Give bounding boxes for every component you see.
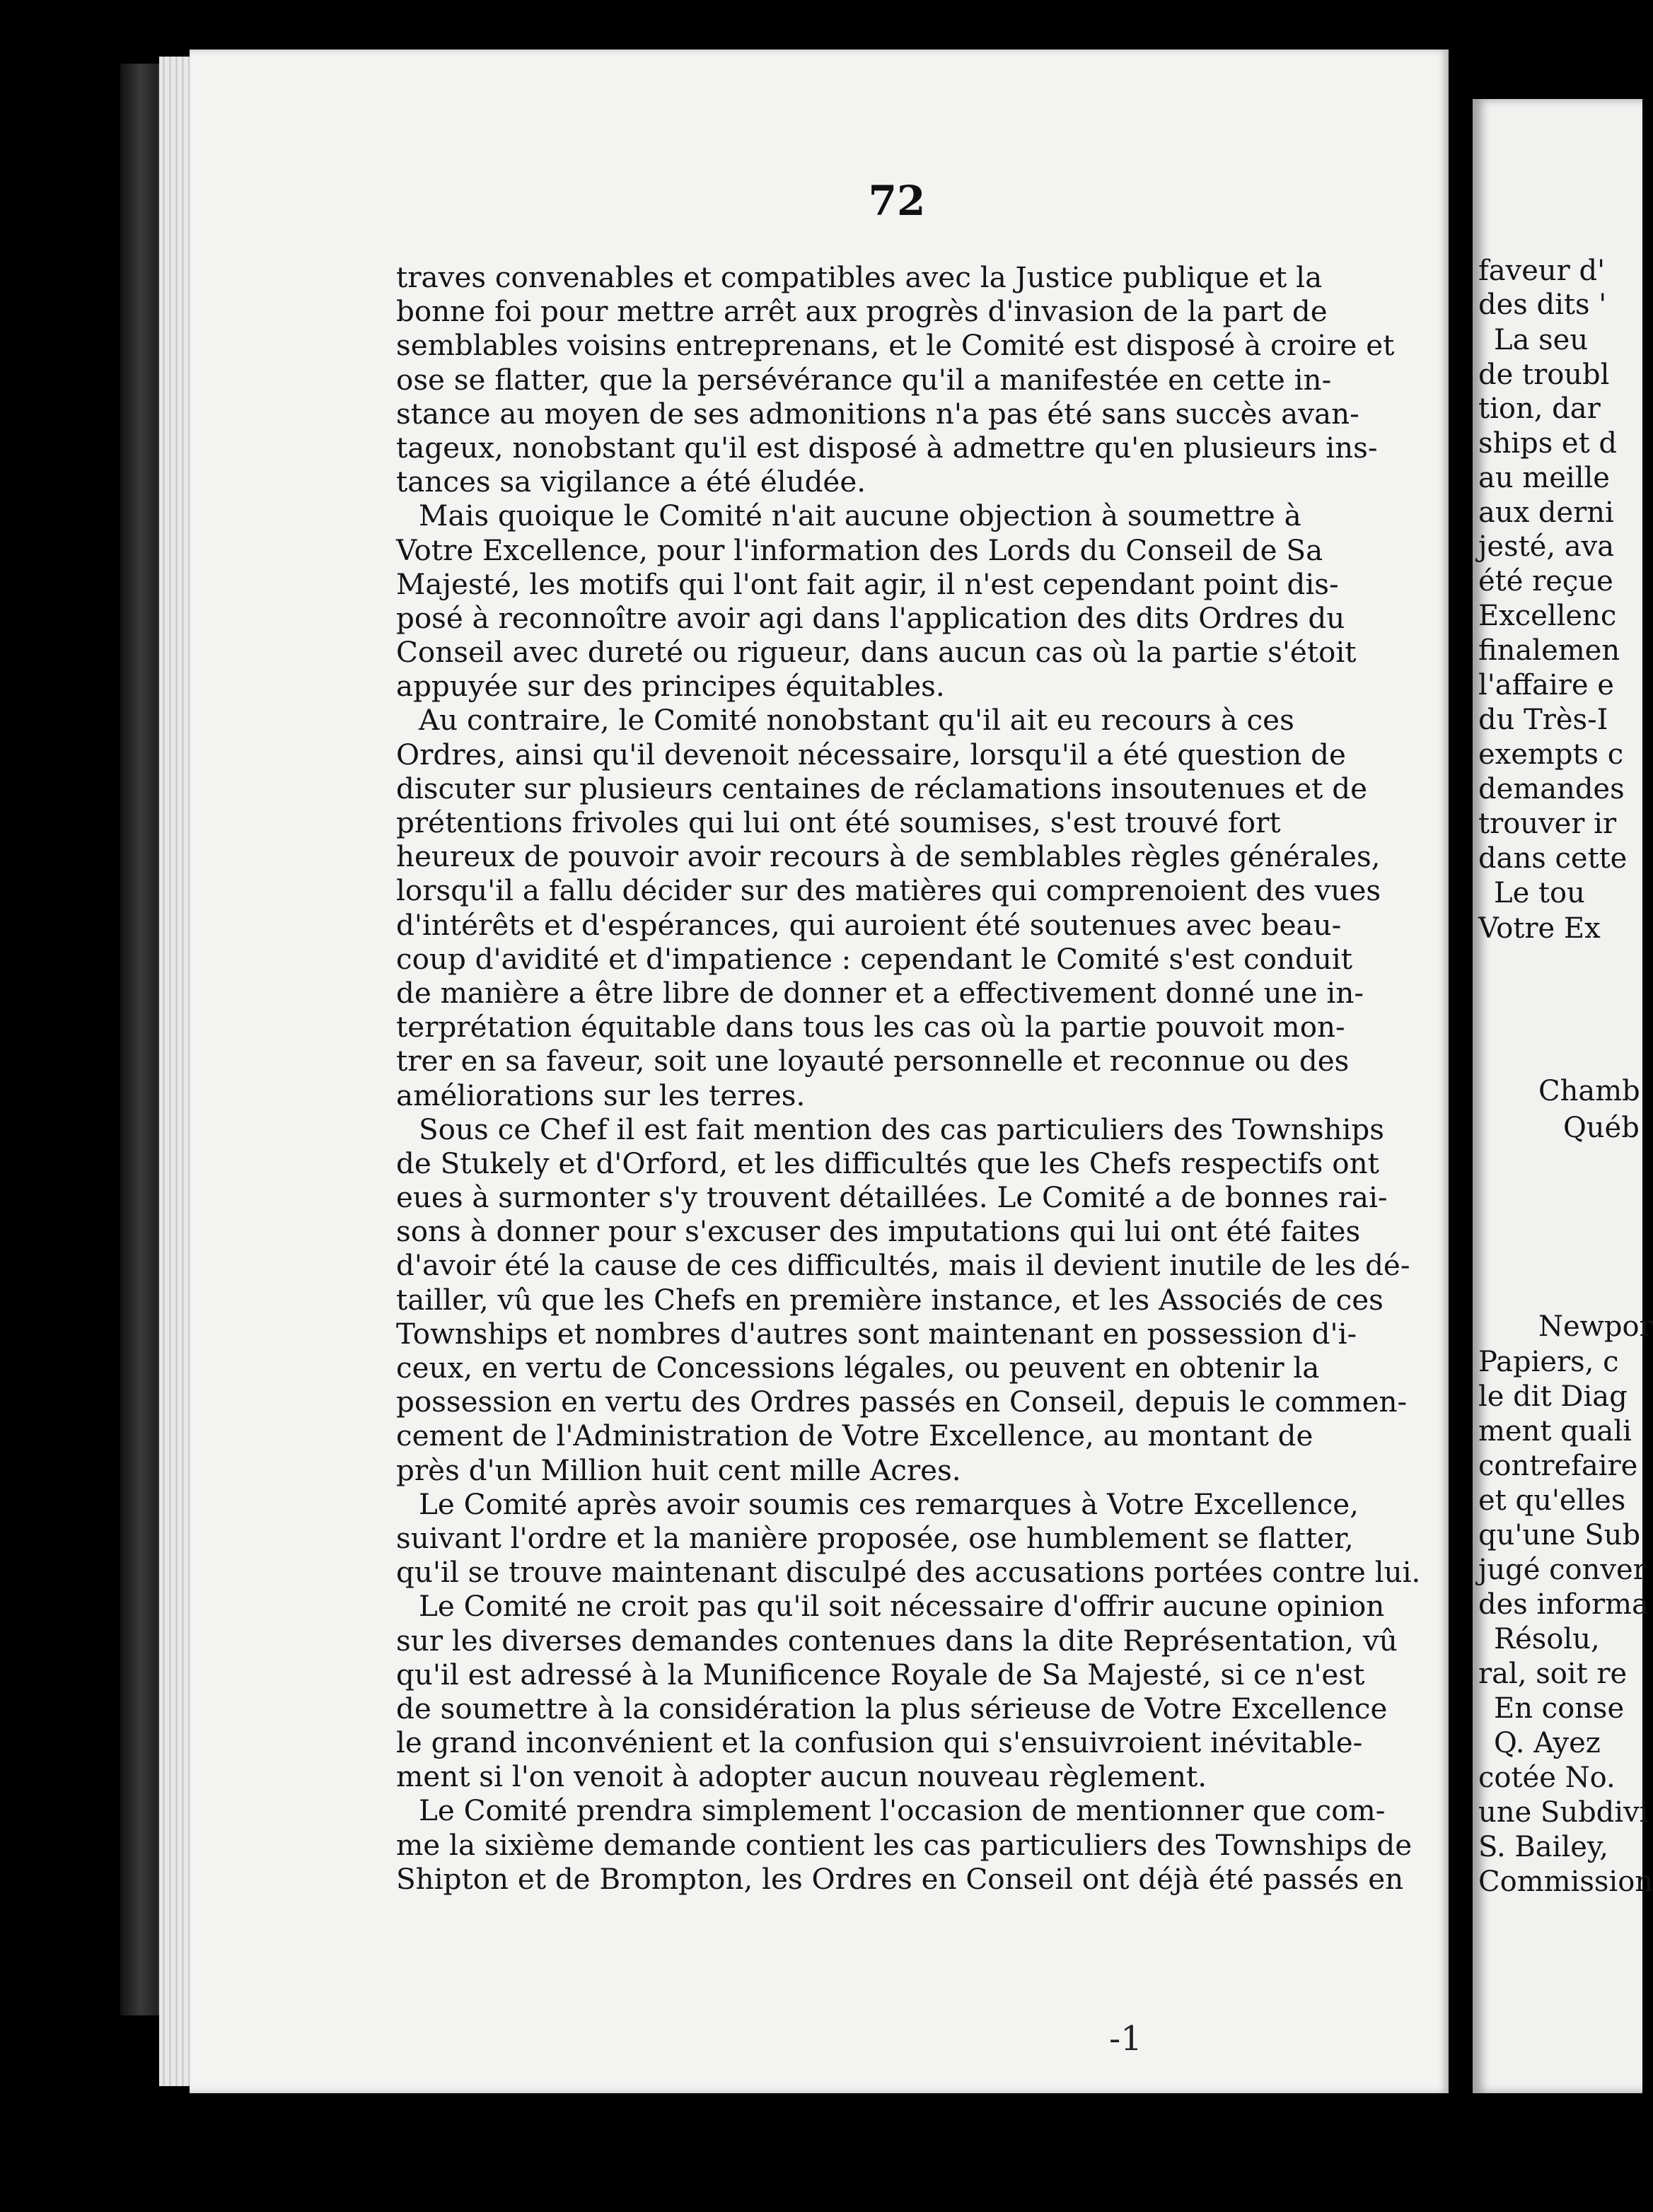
text-line: de Stukely et d'Orford, et les difficultés que les Chefs respectifs ont [396, 1146, 1379, 1180]
text-line: sons à donner pour s'excuser des imputations qui lui ont été faites [396, 1214, 1361, 1249]
text-line: Conseil avec dureté ou rigueur, dans aucun cas où la partie s'étoit [396, 635, 1357, 670]
right-fragment: cotée No. [1478, 1762, 1616, 1794]
text-line: trer en sa faveur, soit une loyauté personnelle et reconnue ou des [396, 1044, 1350, 1078]
body-text [396, 260, 1421, 1896]
text-line: qu'il se trouve maintenant disculpé des accusations portées contre lui. [396, 1555, 1421, 1590]
text-line: qu'il est adressé à la Munificence Royale de Sa Majesté, si ce n'est [396, 1657, 1365, 1692]
text-line: possession en vertu des Ordres passés en Conseil, depuis le commen- [396, 1385, 1408, 1419]
text-line: prétentions frivoles qui lui ont été soumises, s'est trouvé fort [396, 805, 1281, 839]
text-line: posé à reconnoître avoir agi dans l'application des dits Ordres du [396, 600, 1345, 635]
right-fragment: trouver ir [1478, 808, 1617, 840]
right-fragment: Votre Ex [1478, 912, 1601, 945]
text-line: Shipton et de Brompton, les Ordres en Conseil ont déjà été passés en [396, 1861, 1404, 1896]
right-fragment: des informa [1478, 1588, 1649, 1621]
right-fragment: demandes [1478, 773, 1625, 805]
text-line: Mais quoique le Comité n'ait aucune objection à soumettre à [419, 499, 1301, 533]
right-fragment: jugé conver [1478, 1554, 1647, 1586]
right-fragment: au meille [1478, 462, 1610, 494]
text-line: le grand inconvénient et la confusion qui s'ensuivroient inévitable- [396, 1725, 1363, 1760]
text-line: d'intérêts et d'espérances, qui auroient été soutenues avec beau- [396, 907, 1342, 942]
text-line: Votre Excellence, pour l'information des Lords du Conseil de Sa [396, 532, 1323, 567]
text-line: eues à surmonter s'y trouvent détaillées. Le Comité a de bonnes rai- [396, 1180, 1388, 1215]
text-line: Le Comité prendra simplement l'occasion de mentionner que com- [419, 1793, 1386, 1828]
right-fragment: exempts c [1478, 738, 1624, 771]
text-line: cement de l'Administration de Votre Excellence, au montant de [396, 1419, 1313, 1453]
right-fragment: Newpor [1538, 1310, 1653, 1343]
text-line: me la sixième demande contient les cas particuliers des Townships de [396, 1827, 1413, 1862]
right-fragment: contrefaire [1478, 1450, 1638, 1482]
text-line: tances sa vigilance a été éludée. [396, 465, 866, 499]
text-line: de soumettre à la considération la plus sérieuse de Votre Excellence [396, 1691, 1388, 1725]
text-line: Le Comité ne croit pas qu'il soit nécessaire d'offrir aucune opinion [419, 1589, 1385, 1624]
right-fragment: ment quali [1478, 1415, 1632, 1448]
right-fragment: aux derni [1478, 496, 1614, 529]
right-fragment: jesté, ava [1478, 530, 1615, 563]
right-fragment: dans cette [1478, 842, 1628, 875]
text-line: Ordres, ainsi qu'il devenoit nécessaire, lorsqu'il a été question de [396, 737, 1346, 772]
right-fragment: Québ [1563, 1112, 1640, 1144]
right-fragment: Chamb [1538, 1075, 1640, 1107]
text-line: traves convenables et compatibles avec la Justice publique et la [396, 260, 1323, 294]
right-fragment: Papiers, c [1478, 1346, 1619, 1378]
right-fragment: le dit Diag [1478, 1380, 1628, 1413]
right-fragment: qu'une Sub [1478, 1519, 1641, 1552]
bottom-mark: -1 [1109, 2019, 1142, 2059]
text-line: Le Comité après avoir soumis ces remarques à Votre Excellence, [419, 1486, 1359, 1521]
text-line: de manière a être libre de donner et a effectivement donné une in- [396, 975, 1364, 1010]
right-fragment: finalemen [1478, 634, 1620, 667]
text-line: Majesté, les motifs qui l'ont fait agir, il n'est cependant point dis- [396, 566, 1339, 601]
text-line: Au contraire, le Comité nonobstant qu'il ait eu recours à ces [419, 703, 1294, 738]
right-fragment: faveur d' [1478, 255, 1606, 287]
text-line: semblables voisins entreprenans, et le Comité est disposé à croire et [396, 328, 1395, 363]
text-line: coup d'avidité et d'impatience : cependant le Comité s'est conduit [396, 941, 1353, 976]
text-line: tailler, vû que les Chefs en première instance, et les Associés de ces [396, 1282, 1384, 1317]
text-line: heureux de pouvoir avoir recours à de semblables règles générales, [396, 839, 1381, 874]
text-line: ceux, en vertu de Concessions légales, ou peuvent en obtenir la [396, 1351, 1320, 1385]
right-fragment: ral, soit re [1478, 1658, 1628, 1690]
right-fragment: été reçue [1478, 565, 1613, 598]
text-line: Townships et nombres d'autres sont maintenant en possession d'i- [396, 1316, 1357, 1351]
text-line: sur les diverses demandes contenues dans la dite Représentation, vû [396, 1623, 1398, 1658]
right-fragment: une Subdivi [1478, 1796, 1649, 1829]
text-line: suivant l'ordre et la manière proposée, ose humblement se flatter, [396, 1520, 1354, 1555]
right-fragment: En conse [1494, 1692, 1625, 1725]
right-fragment: Q. Ayez [1494, 1727, 1601, 1759]
text-line: bonne foi pour mettre arrêt aux progrès d'invasion de la part de [396, 294, 1328, 329]
right-fragment: Commission [1478, 1865, 1653, 1898]
text-line: Sous ce Chef il est fait mention des cas particuliers des Townships [419, 1112, 1384, 1146]
text-line: stance au moyen de ses admonitions n'a pas été sans succès avan- [396, 396, 1359, 431]
page-number: 72 [868, 177, 926, 225]
right-fragment: tion, dar [1478, 392, 1601, 425]
text-line: tageux, nonobstant qu'il est disposé à admettre qu'en plusieurs ins- [396, 430, 1378, 465]
text-line: ose se flatter, que la persévérance qu'il a manifestée en cette in- [396, 362, 1332, 397]
right-fragment: Le tou [1494, 877, 1585, 909]
right-fragment: La seu [1494, 324, 1589, 356]
text-line: ment si l'on venoit à adopter aucun nouveau règlement. [396, 1759, 1207, 1794]
right-fragment: Résolu, [1494, 1623, 1600, 1655]
right-fragment: Excellenc [1478, 600, 1617, 632]
text-line: améliorations sur les terres. [396, 1078, 806, 1112]
text-line: terprétation équitable dans tous les cas où la partie pouvoit mon- [396, 1010, 1345, 1044]
text-line: près d'un Million huit cent mille Acres. [396, 1453, 961, 1487]
text-line: appuyée sur des principes équitables. [396, 669, 945, 704]
text-line: lorsqu'il a fallu décider sur des matières qui comprenoient des vues [396, 873, 1381, 908]
text-line: d'avoir été la cause de ces difficultés, mais il devient inutile de les dé- [396, 1248, 1410, 1283]
right-fragment: ships et d [1478, 427, 1617, 460]
right-fragment: du Très-I [1478, 704, 1608, 736]
right-fragment: l'affaire e [1478, 669, 1614, 702]
right-fragment: des dits ' [1478, 289, 1607, 321]
right-fragment: et qu'elles [1478, 1484, 1626, 1517]
text-line: discuter sur plusieurs centaines de réclamations insoutenues et de [396, 771, 1367, 805]
right-fragment: de troubl [1478, 359, 1610, 391]
right-fragment: S. Bailey, [1478, 1831, 1608, 1863]
